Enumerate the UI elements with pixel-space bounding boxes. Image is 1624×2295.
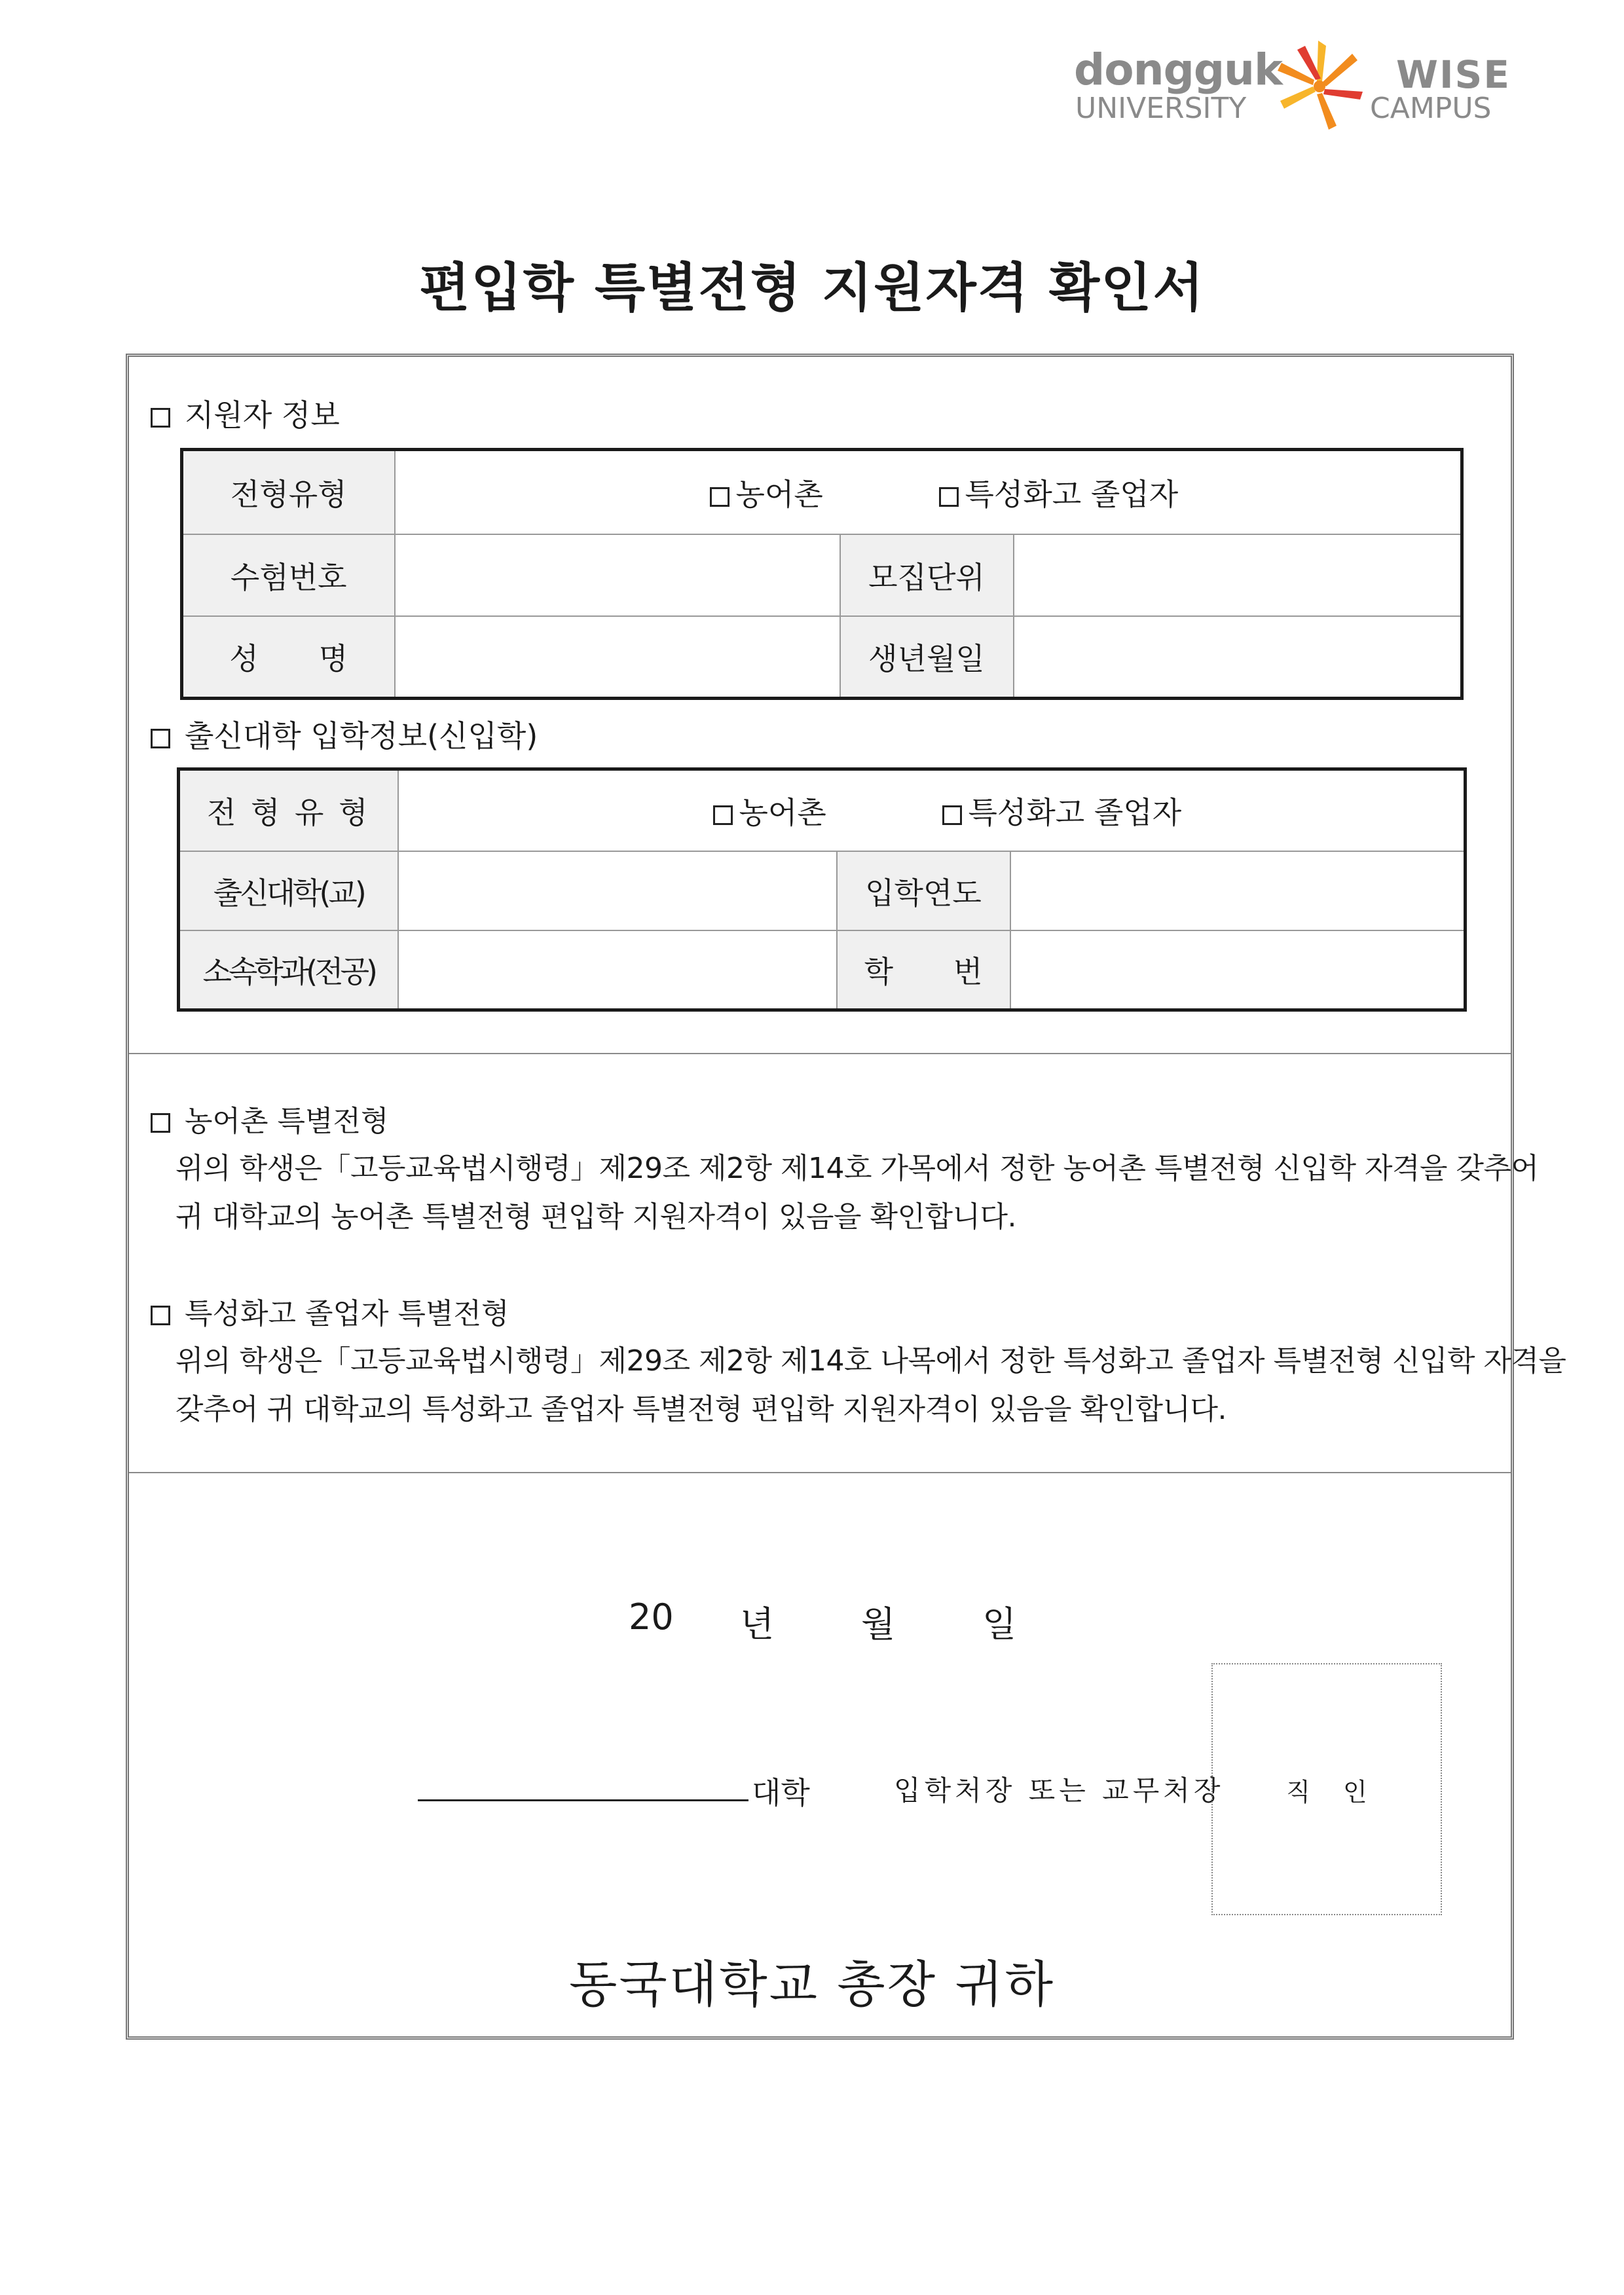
logo-text-dongguk: dongguk (1074, 45, 1282, 95)
university-suffix: 대학 (752, 1775, 810, 1810)
vocational-statement-line-2: 갖추어 귀 대학교의 특성화고 졸업자 특별전형 편입학 지원자격이 있음을 확인합니다. (175, 1393, 1227, 1426)
signer-title: 입학처장 또는 교무처장 (894, 1774, 1225, 1807)
date-year-label: 년 (740, 1604, 775, 1645)
logo-text-campus: CAMPUS (1370, 92, 1492, 125)
birth-date-label: 생년월일 (840, 616, 1014, 698)
recipient-line: 동국대학교 총장 귀하 (568, 1955, 1056, 2013)
origin-school-label: 출신대학(교) (179, 851, 398, 930)
type-label: 전형유형 (182, 450, 395, 535)
option-vocational[interactable]: 특성화고 졸업자 (939, 471, 1179, 514)
option-rural[interactable]: 농어촌 (710, 471, 823, 514)
origin-type-label: 전 형 유 형 (179, 769, 398, 852)
vocational-statement-heading: 특성화고 졸업자 특별전형 (151, 1290, 509, 1332)
type-options-cell (395, 450, 1462, 535)
section-divider (129, 1053, 1511, 1054)
date-year-prefix: 20 (629, 1596, 674, 1638)
section-divider (129, 1472, 1511, 1473)
checkbox-icon[interactable] (151, 1306, 170, 1325)
document-title: 편입학 특별전형 지원자격 확인서 (419, 257, 1205, 318)
entry-year-field[interactable] (1010, 851, 1466, 930)
checkbox-icon[interactable] (151, 1113, 170, 1133)
origin-section-heading: 출신대학 입학정보(신입학) (151, 712, 538, 756)
origin-type-options-cell (398, 769, 1466, 852)
university-logo (1074, 39, 1511, 138)
exam-number-label: 수험번호 (182, 534, 395, 616)
department-label: 소속학과(전공) (179, 930, 398, 1010)
official-seal-label: 직 인 (1286, 1778, 1367, 1807)
origin-option-vocational[interactable]: 특성화고 졸업자 (942, 789, 1182, 832)
department-field[interactable] (398, 930, 837, 1010)
rural-statement-line-2: 귀 대학교의 농어촌 특별전형 편입학 지원자격이 있음을 확인합니다. (175, 1200, 1016, 1234)
recruit-unit-field[interactable] (1014, 534, 1462, 616)
entry-year-label: 입학연도 (837, 851, 1010, 930)
birth-date-field[interactable] (1014, 616, 1462, 698)
university-name-blank[interactable] (418, 1799, 748, 1801)
name-label: 성 명 (182, 616, 395, 698)
applicant-section-heading: 지원자 정보 (151, 392, 340, 435)
origin-info-table (177, 767, 1467, 1012)
date-month-label: 월 (861, 1604, 896, 1645)
logo-text-wise: WISE (1396, 52, 1511, 97)
checkbox-icon[interactable] (713, 805, 733, 825)
exam-number-field[interactable] (395, 534, 840, 616)
recruit-unit-label: 모집단위 (840, 534, 1014, 616)
vocational-statement-line-1: 위의 학생은「고등교육법시행령」제29조 제2항 제14호 나목에서 정한 특성화고 졸업자 특별전형 신입학 자격을 (175, 1344, 1566, 1378)
student-number-field[interactable] (1010, 930, 1466, 1010)
checkbox-icon[interactable] (942, 805, 962, 825)
origin-option-rural[interactable]: 농어촌 (713, 789, 826, 832)
checkbox-icon[interactable] (939, 487, 959, 507)
rural-statement-heading: 농어촌 특별전형 (151, 1097, 389, 1139)
checkbox-icon[interactable] (151, 408, 170, 428)
logo-text-university: UNIVERSITY (1075, 92, 1247, 125)
sunburst-logo-icon (1270, 39, 1369, 138)
rural-statement-line-1: 위의 학생은「고등교육법시행령」제29조 제2항 제14호 가목에서 정한 농어촌 특별전형 신입학 자격을 갖추어 (175, 1152, 1539, 1185)
origin-school-field[interactable] (398, 851, 837, 930)
checkbox-icon[interactable] (710, 487, 729, 507)
student-number-label: 학 번 (837, 930, 1010, 1010)
date-day-label: 일 (982, 1604, 1017, 1645)
checkbox-icon[interactable] (151, 729, 170, 748)
applicant-info-table (180, 448, 1464, 700)
name-field[interactable] (395, 616, 840, 698)
